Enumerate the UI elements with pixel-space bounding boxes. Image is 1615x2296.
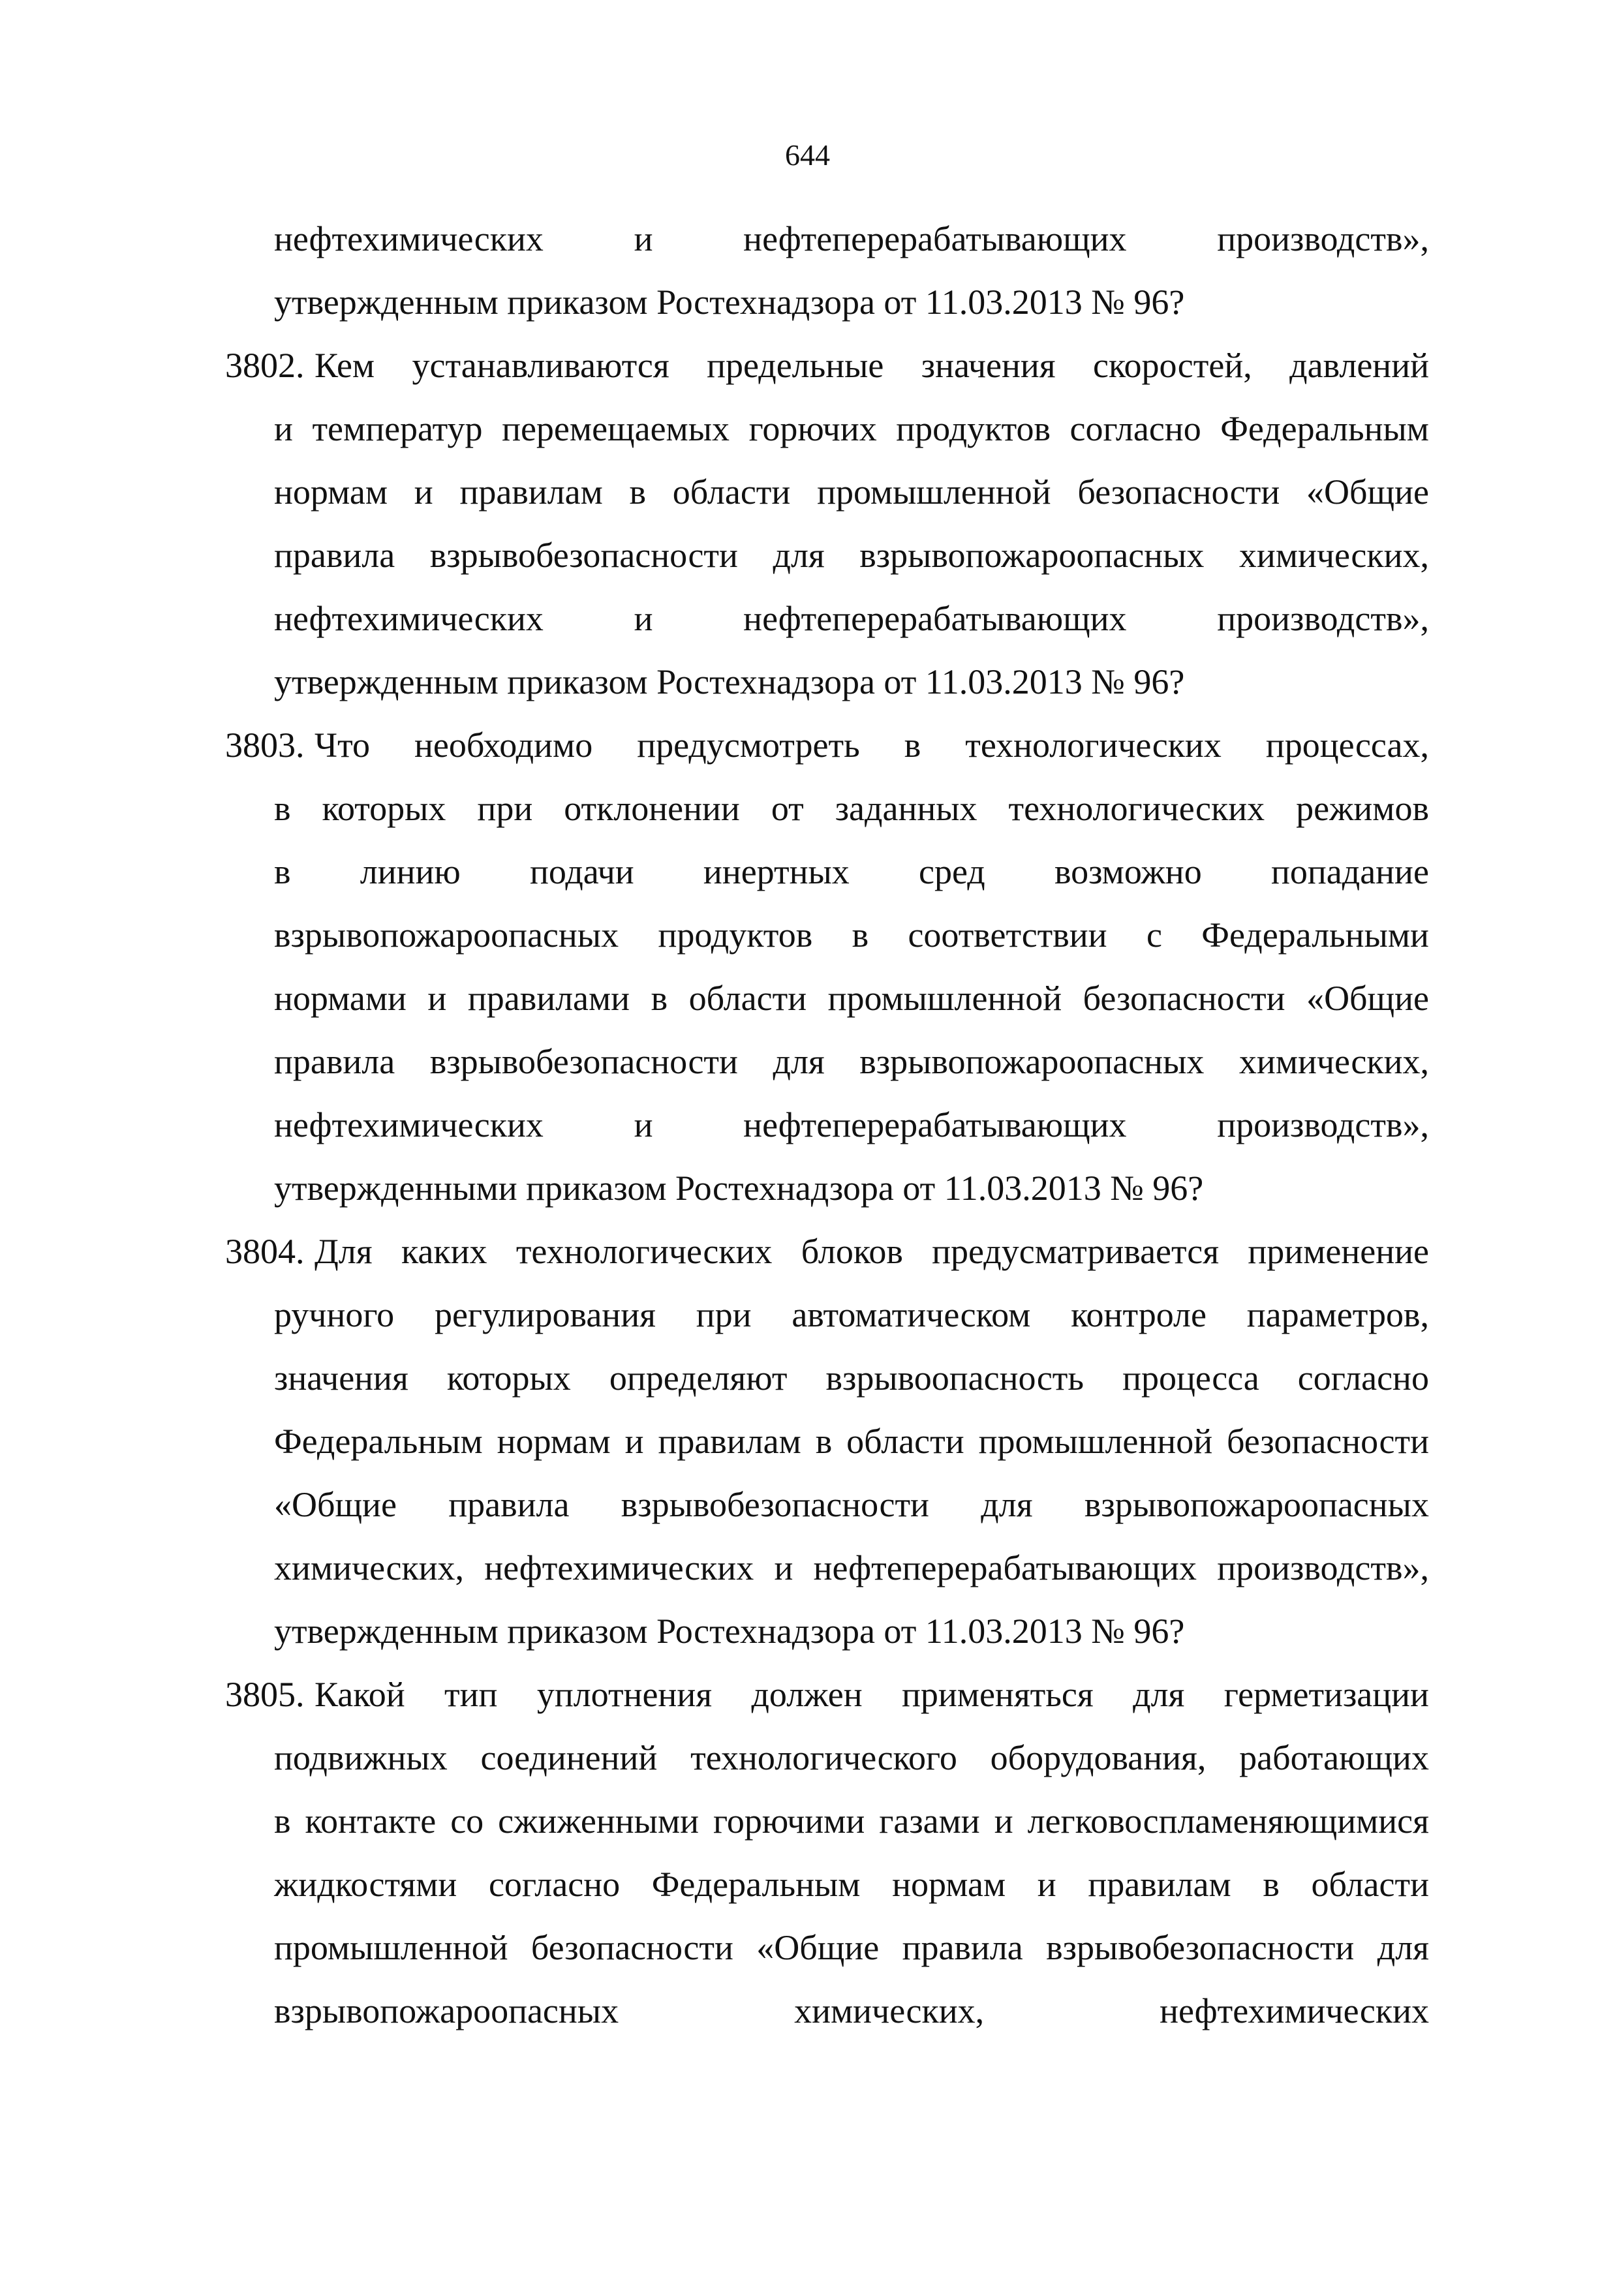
word: предусматривается: [932, 1232, 1220, 1271]
word: которых: [322, 789, 446, 828]
word: в: [274, 1801, 291, 1841]
word: производств»,: [1217, 1548, 1429, 1587]
word: технологических: [965, 726, 1222, 765]
word: попадание: [1270, 852, 1429, 891]
word: ручного: [274, 1295, 395, 1334]
word: и: [634, 219, 653, 258]
word: взрывобезопасности: [1046, 1928, 1355, 1967]
word: правила: [902, 1928, 1023, 1967]
word: предельные: [707, 346, 884, 385]
line-text: [274, 967, 1429, 1030]
word: области: [1311, 1865, 1429, 1904]
word: нормам: [497, 1422, 611, 1461]
word: нефтехимических: [274, 599, 544, 638]
question-number: 3804.: [225, 1232, 305, 1271]
line-text: [274, 397, 1429, 461]
word: взрывопожароопасных: [274, 1991, 619, 2030]
line-text: [274, 1726, 1429, 1790]
text-line: [225, 1916, 1429, 1980]
word: контакте: [305, 1801, 437, 1841]
word: блоков: [801, 1232, 903, 1271]
word: Что: [315, 726, 370, 765]
word: правила: [448, 1485, 570, 1524]
word: химических,: [1238, 536, 1429, 575]
word: для: [773, 536, 825, 575]
word: химических,: [274, 1548, 465, 1587]
word: области: [672, 472, 791, 512]
word: оборудования,: [990, 1738, 1207, 1777]
line-text: [274, 1853, 1429, 1916]
page-number: 644: [785, 138, 830, 172]
word: необходимо: [414, 726, 593, 765]
word: от: [771, 789, 804, 828]
text-line: [225, 461, 1429, 524]
text-line: [225, 1410, 1429, 1473]
word: «Общие: [1306, 979, 1429, 1018]
word: производств»,: [1217, 219, 1429, 258]
word: согласно: [1069, 409, 1201, 448]
line-text: [315, 1663, 1429, 1726]
text-line: [225, 1030, 1429, 1094]
word: подачи: [529, 852, 634, 891]
word: взрывопожароопасных: [859, 1042, 1205, 1081]
word: промышленной: [827, 979, 1062, 1018]
word: для: [1133, 1675, 1185, 1714]
word: режимов: [1296, 789, 1429, 828]
word: взрывобезопасности: [429, 536, 738, 575]
word: правила: [274, 1042, 395, 1081]
word: в: [852, 915, 869, 955]
word: утвержденными приказом Ростехнадзора от 11.03.2013 № 96?: [274, 1169, 1204, 1208]
word: газами: [879, 1801, 980, 1841]
question-first-line: [225, 334, 1429, 397]
text-line: [225, 524, 1429, 587]
word: безопасности: [1083, 979, 1285, 1018]
word: значения: [921, 346, 1056, 385]
word: и: [1037, 1865, 1056, 1904]
word: нормами: [274, 979, 407, 1018]
line-text: [274, 1980, 1429, 2043]
text-line: [225, 1283, 1429, 1347]
word: которых: [446, 1358, 571, 1398]
word: безопасности: [1077, 472, 1280, 512]
word: параметров,: [1246, 1295, 1429, 1334]
word: химических,: [794, 1991, 985, 2030]
word: для: [773, 1042, 825, 1081]
word: определяют: [609, 1358, 788, 1398]
word: линию: [360, 852, 461, 891]
word: технологического: [690, 1738, 957, 1777]
word: и: [414, 472, 433, 512]
word: применение: [1248, 1232, 1429, 1271]
word: соответствии: [908, 915, 1107, 955]
word: промышленной: [274, 1928, 508, 1967]
word: нефтеперерабатывающих: [743, 599, 1127, 638]
word: «Общие: [274, 1485, 397, 1524]
word: при: [477, 789, 533, 828]
word: работающих: [1239, 1738, 1429, 1777]
word: при: [696, 1295, 752, 1334]
line-text: [274, 461, 1429, 524]
word: в: [274, 789, 291, 828]
word: и: [427, 979, 447, 1018]
word: в: [815, 1422, 833, 1461]
word: с: [1146, 915, 1162, 955]
text-line: [225, 1347, 1429, 1410]
line-text: [274, 524, 1429, 587]
word: Федеральными: [1201, 915, 1429, 955]
word: согласно: [1297, 1358, 1429, 1398]
line-text: [274, 1600, 1429, 1663]
word: устанавливаются: [412, 346, 669, 385]
line-text: [274, 207, 1429, 271]
line-text: [274, 1537, 1429, 1600]
text-line: [225, 1600, 1429, 1663]
word: каких: [401, 1232, 487, 1271]
text-line: [225, 271, 1429, 334]
word: «Общие: [1306, 472, 1429, 512]
word: применяться: [902, 1675, 1094, 1714]
line-text: [315, 1220, 1429, 1283]
word: взрывобезопасности: [429, 1042, 738, 1081]
word: утвержденным приказом Ростехнадзора от 11.03.2013 № 96?: [274, 662, 1185, 701]
word: согласно: [488, 1865, 621, 1904]
text-line: [225, 1094, 1429, 1157]
line-text: [315, 714, 1429, 777]
word: безопасности: [531, 1928, 733, 1967]
text-line: [225, 1853, 1429, 1916]
word: производств»,: [1217, 1105, 1429, 1144]
word: процесса: [1122, 1358, 1259, 1398]
word: соединений: [480, 1738, 658, 1777]
word: отклонении: [564, 789, 740, 828]
word: утвержденным приказом Ростехнадзора от 11.03.2013 № 96?: [274, 283, 1185, 322]
word: промышленной: [817, 472, 1051, 512]
word: технологических: [515, 1232, 773, 1271]
word: нефтеперерабатывающих: [743, 219, 1127, 258]
word: контроле: [1071, 1295, 1207, 1334]
word: в: [904, 726, 921, 765]
text-line: [225, 397, 1429, 461]
word: продуктов: [658, 915, 813, 955]
word: «Общие: [756, 1928, 880, 1967]
word: правила: [274, 536, 395, 575]
word: химических,: [1238, 1042, 1429, 1081]
word: предусмотреть: [637, 726, 860, 765]
word: Федеральным: [1220, 409, 1429, 448]
word: взрывоопасность: [825, 1358, 1084, 1398]
text-line: [225, 587, 1429, 651]
word: нефтехимических: [274, 1105, 544, 1144]
word: нефтеперерабатывающих: [813, 1548, 1197, 1587]
word: взрывопожароопасных: [274, 915, 619, 955]
word: для: [981, 1485, 1033, 1524]
text-line: [225, 207, 1429, 271]
word: сжиженными: [498, 1801, 700, 1841]
word: утвержденным приказом Ростехнадзора от 11.03.2013 № 96?: [274, 1612, 1185, 1651]
word: и: [994, 1801, 1013, 1841]
word: взрывопожароопасных: [859, 536, 1205, 575]
text-line: [225, 1790, 1429, 1853]
word: значения: [274, 1358, 408, 1398]
text-line: [225, 1980, 1429, 2043]
line-text: [274, 1473, 1429, 1537]
word: и: [774, 1548, 793, 1587]
word: тип: [444, 1675, 498, 1714]
word: Кем: [315, 346, 375, 385]
word: заданных: [835, 789, 977, 828]
line-text: [274, 587, 1429, 651]
text-line: [225, 651, 1429, 714]
text-line: [225, 1157, 1429, 1220]
word: автоматическом: [792, 1295, 1031, 1334]
line-text: [274, 1030, 1429, 1094]
word: Федеральным: [651, 1865, 861, 1904]
question-number: 3805.: [225, 1675, 305, 1714]
word: технологических: [1008, 789, 1265, 828]
word: области: [688, 979, 807, 1018]
word: в: [1263, 1865, 1280, 1904]
word: горючими: [713, 1801, 865, 1841]
word: правилам: [1088, 1865, 1231, 1904]
word: и: [634, 599, 653, 638]
word: взрывопожароопасных: [1084, 1485, 1429, 1524]
word: давлений: [1289, 346, 1429, 385]
question-first-line: [225, 1663, 1429, 1726]
word: и: [274, 409, 293, 448]
word: Для: [315, 1232, 373, 1271]
text-line: [225, 1726, 1429, 1790]
word: правилам: [658, 1422, 801, 1461]
question-first-line: [225, 714, 1429, 777]
line-text: [274, 651, 1429, 714]
word: нефтеперерабатывающих: [743, 1105, 1127, 1144]
word: продуктов: [896, 409, 1051, 448]
word: в: [629, 472, 647, 512]
word: подвижных: [274, 1738, 448, 1777]
question-number: 3802.: [225, 346, 305, 385]
line-text: [315, 334, 1429, 397]
text-line: [225, 967, 1429, 1030]
question-number: 3803.: [225, 726, 305, 765]
word: процессах,: [1265, 726, 1429, 765]
word: со: [450, 1801, 484, 1841]
word: инертных: [703, 852, 850, 891]
question-first-line: [225, 1220, 1429, 1283]
line-text: [274, 1157, 1429, 1220]
word: скоростей,: [1093, 346, 1252, 385]
word: уплотнения: [536, 1675, 713, 1714]
word: производств»,: [1217, 599, 1429, 638]
line-text: [274, 1347, 1429, 1410]
word: правилам: [459, 472, 603, 512]
word: герметизации: [1223, 1675, 1429, 1714]
line-text: [274, 1094, 1429, 1157]
word: и: [624, 1422, 644, 1461]
line-text: [274, 904, 1429, 967]
word: нормам: [274, 472, 388, 512]
line-text: [274, 1916, 1429, 1980]
word: нефтехимических: [484, 1548, 754, 1587]
word: горючих: [748, 409, 877, 448]
word: Какой: [315, 1675, 405, 1714]
text-line: [225, 1537, 1429, 1600]
word: промышленной: [978, 1422, 1213, 1461]
word: жидкостями: [274, 1865, 457, 1904]
line-text: [274, 271, 1429, 334]
word: нормам: [892, 1865, 1006, 1904]
word: нефтехимических: [1160, 1991, 1429, 2030]
document-body: [225, 207, 1429, 2043]
word: в: [651, 979, 668, 1018]
word: возможно: [1054, 852, 1202, 891]
word: температур: [312, 409, 483, 448]
text-line: [225, 904, 1429, 967]
word: нефтехимических: [274, 219, 544, 258]
text-line: [225, 777, 1429, 840]
line-text: [274, 840, 1429, 904]
word: взрывобезопасности: [621, 1485, 929, 1524]
text-line: [225, 840, 1429, 904]
word: перемещаемых: [502, 409, 730, 448]
line-text: [274, 1410, 1429, 1473]
word: регулирования: [434, 1295, 656, 1334]
line-text: [274, 777, 1429, 840]
word: в: [274, 852, 291, 891]
word: безопасности: [1227, 1422, 1429, 1461]
word: правилами: [467, 979, 630, 1018]
word: и: [634, 1105, 653, 1144]
word: легковоспламеняющимися: [1027, 1801, 1429, 1841]
line-text: [274, 1283, 1429, 1347]
word: должен: [751, 1675, 863, 1714]
word: области: [846, 1422, 964, 1461]
line-text: [274, 1790, 1429, 1853]
word: для: [1377, 1928, 1429, 1967]
word: Федеральным: [274, 1422, 483, 1461]
text-line: [225, 1473, 1429, 1537]
word: сред: [919, 852, 985, 891]
